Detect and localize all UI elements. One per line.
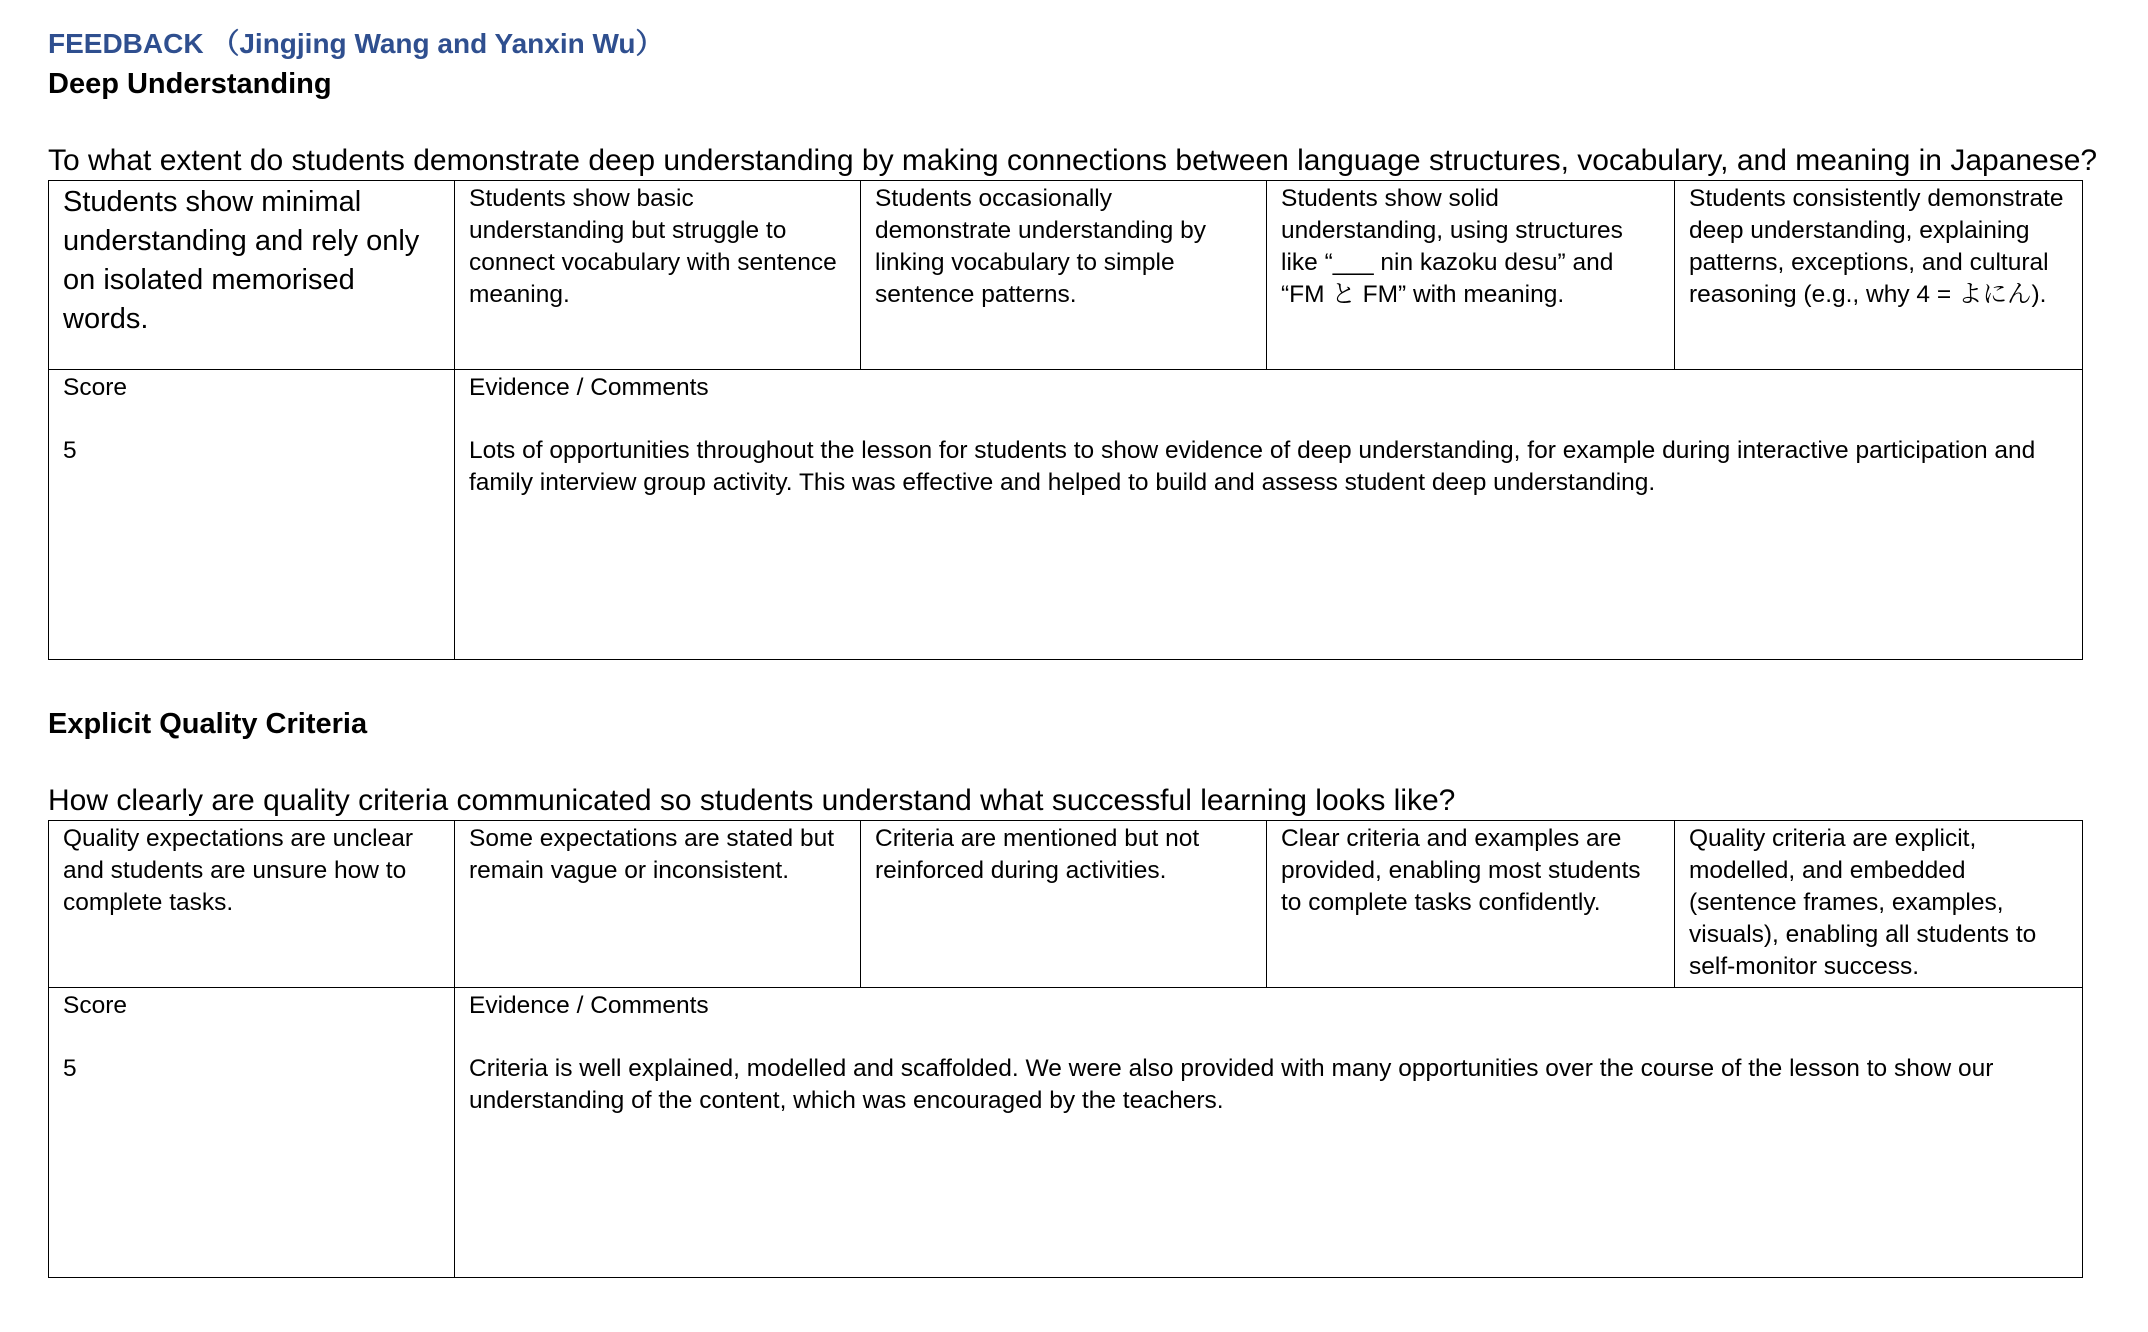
evidence-label: Evidence / Comments: [469, 374, 709, 401]
rubric-table: [48, 820, 2083, 1278]
score-value: 5: [63, 437, 77, 464]
rubric-level-1: Students show minimal understanding and rely only on isolated memorised words.: [49, 181, 455, 370]
rubric-levels-row: [49, 821, 2083, 988]
evidence-text: Criteria is well explained, modelled and scaffolded. We were also provided with many opportunities over the course of the lesson to show our understanding of the content, which was encouraged by the teachers.: [469, 1055, 1994, 1114]
rubric-evidence-row: [49, 988, 2083, 1278]
rubric-level-1: Quality expectations are unclear and students are unsure how to complete tasks.: [49, 821, 455, 988]
rubric-levels-row: [49, 181, 2083, 370]
rubric-level-2: Students show basic understanding but struggle to connect vocabulary with sentence meaning.: [455, 181, 861, 370]
score-value: 5: [63, 1055, 77, 1082]
evidence-label: Evidence / Comments: [469, 992, 709, 1019]
rubric-evidence-row: [49, 370, 2083, 660]
rubric-level-4: Students show solid understanding, using structures like “___ nin kazoku desu” and “FM と FM” with meaning.: [1267, 181, 1675, 370]
score-label: Score: [63, 992, 128, 1019]
score-cell: [49, 988, 455, 1278]
rubric-level-4: Clear criteria and examples are provided, enabling most students to complete tasks confidently.: [1267, 821, 1675, 988]
section-question: To what extent do students demonstrate deep understanding by making connections between language structures, vocabulary, and meaning in Japanese?: [48, 144, 2098, 177]
rubric-level-5: Students consistently demonstrate deep understanding, explaining patterns, exceptions, and cultural reasoning (e.g., why 4 = よにん).: [1675, 181, 2083, 370]
evidence-cell: [455, 370, 2083, 660]
rubric-level-3: Criteria are mentioned but not reinforced during activities.: [861, 821, 1267, 988]
section-question: How clearly are quality criteria communicated so students understand what successful learning looks like?: [48, 784, 1456, 817]
section-explicit-quality-criteria: [48, 704, 2088, 1278]
rubric-level-2: Some expectations are stated but remain vague or inconsistent.: [455, 821, 861, 988]
evidence-text: Lots of opportunities throughout the lesson for students to show evidence of deep understanding, for example during interactive participation and family interview group activity. This was effective and helped to build and assess student deep understanding.: [469, 437, 2036, 496]
evidence-cell: [455, 988, 2083, 1278]
document-page: [48, 26, 2098, 1278]
document-title: FEEDBACK （Jingjing Wang and Yanxin Wu）: [48, 28, 664, 59]
section-heading: Explicit Quality Criteria: [48, 708, 368, 740]
rubric-table: [48, 180, 2083, 660]
rubric-level-5: Quality criteria are explicit, modelled, and embedded (sentence frames, examples, visuals), enabling all students to self-monitor success.: [1675, 821, 2083, 988]
section-deep-understanding: [48, 64, 2098, 660]
section-heading: Deep Understanding: [48, 68, 332, 100]
rubric-level-3: Students occasionally demonstrate understanding by linking vocabulary to simple sentence patterns.: [861, 181, 1267, 370]
score-label: Score: [63, 374, 128, 401]
score-cell: [49, 370, 455, 660]
